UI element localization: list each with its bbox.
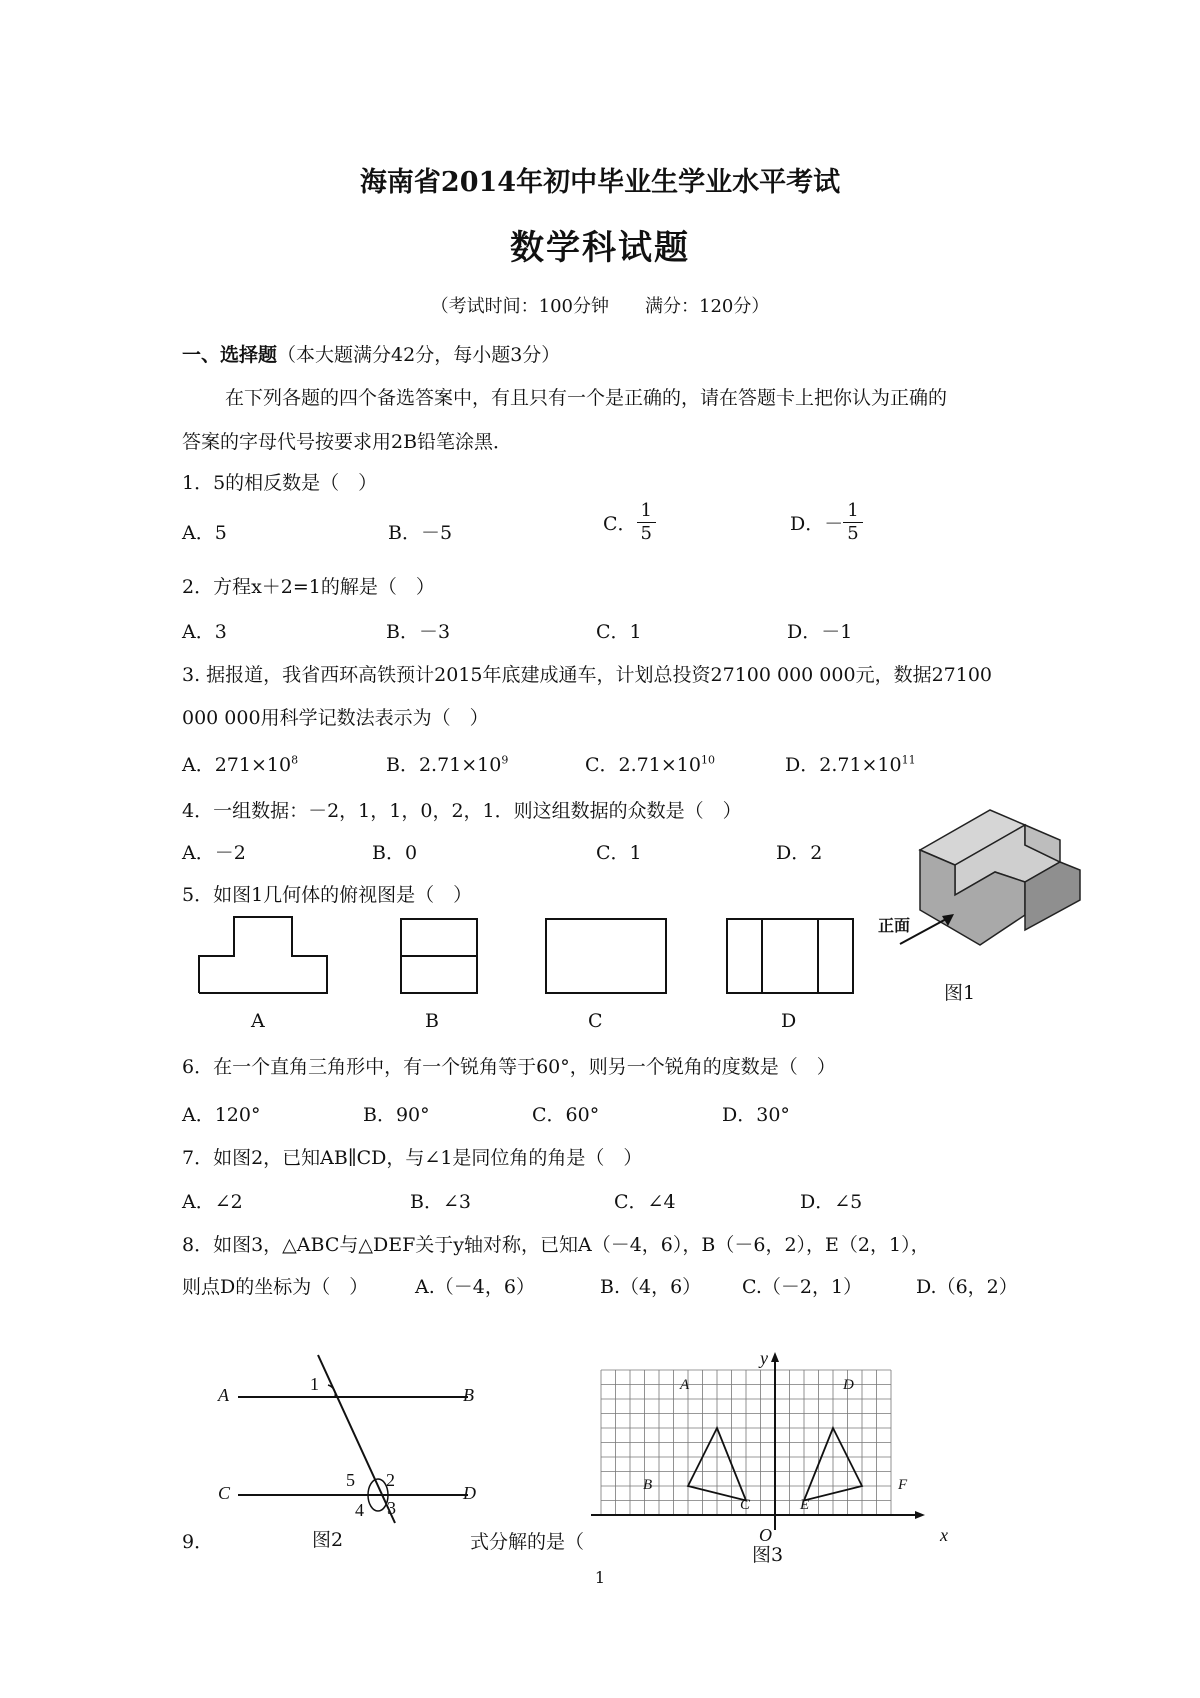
fig2-angle-2: 2 — [386, 1470, 395, 1490]
q8-option-c: C.（－2，1） — [742, 1276, 863, 1298]
q1-d-prefix: D．－ — [790, 513, 844, 535]
q2-option-b: B．－3 — [386, 621, 451, 643]
q1-option-d — [790, 500, 863, 545]
page-number: 1 — [594, 1568, 606, 1587]
q3-option-b — [386, 750, 508, 777]
q1-stem: 1．5的相反数是（ ） — [182, 472, 378, 494]
fig2-label-a: A — [218, 1385, 229, 1405]
q4-option-a: A．－2 — [182, 842, 246, 864]
q7-option-c: C．∠4 — [614, 1191, 676, 1213]
fig3-drawing — [600, 1345, 960, 1545]
q2-option-d: D．－1 — [787, 621, 853, 643]
q5-label-a: A — [251, 1010, 265, 1032]
q3-option-c — [585, 750, 715, 777]
instruction-line-2: 答案的字母代号按要求用2B铅笔涂黑． — [182, 431, 513, 453]
q6-option-b: B．90° — [363, 1104, 430, 1126]
q2-option-c: C．1 — [596, 621, 642, 643]
q7-option-a: A．∠2 — [182, 1191, 243, 1213]
fig1-front-arrow — [898, 906, 958, 946]
q8-option-d: D.（6，2） — [916, 1276, 1018, 1298]
q3-option-d — [785, 750, 916, 777]
q8-line-2: 则点D的坐标为（ ） — [182, 1276, 369, 1298]
fig3-caption: 图3 — [752, 1544, 784, 1566]
q4-option-b: B．0 — [372, 842, 418, 864]
q9-suffix: 式分解的是（ — [470, 1531, 585, 1553]
q1-d-den: 5 — [847, 523, 859, 544]
q4-option-d: D．2 — [776, 842, 823, 864]
fig3-y-label: y — [760, 1348, 768, 1368]
fig3-point-c: C — [740, 1497, 751, 1513]
fig2-label-c: C — [218, 1483, 231, 1503]
q1-option-b: B．－5 — [388, 522, 453, 544]
q4-stem: 4．一组数据：－2，1，1，0，2，1．则这组数据的众数是（ ） — [182, 800, 742, 822]
q9-prefix: 9． — [182, 1531, 214, 1553]
q4-option-c: C．1 — [596, 842, 642, 864]
section-title: 一、选择题 — [182, 344, 278, 366]
q3-d-base: D．2.71×10 — [785, 754, 902, 776]
q3-line-1: 3. 据报道，我省西环高铁预计2015年底建成通车，计划总投资27100 000 000元，数据27100 — [182, 664, 993, 686]
q1-c-num: 1 — [637, 500, 656, 523]
fig3-point-d: D — [843, 1377, 854, 1393]
q7-option-b: B．∠3 — [410, 1191, 471, 1213]
fig3-point-f: F — [898, 1477, 908, 1493]
exam-time-score: （考试时间：100分钟 满分：120分） — [430, 296, 770, 317]
fig2-label-d: D — [463, 1483, 476, 1503]
q6-option-a: A．120° — [182, 1104, 261, 1126]
q3-b-exp: 9 — [501, 753, 509, 767]
section-note: （本大题满分42分，每小题3分） — [277, 344, 561, 366]
subject-title: 数学科试题 — [510, 228, 690, 268]
q8-option-a: A.（－4，6） — [415, 1276, 535, 1298]
q6-option-c: C．60° — [532, 1104, 600, 1126]
q1-c-fraction — [637, 500, 656, 545]
q3-b-base: B．2.71×10 — [386, 754, 502, 776]
exam-title: 海南省2014年初中毕业生学业水平考试 — [359, 167, 841, 198]
q8-option-b: B.（4，6） — [600, 1276, 702, 1298]
q7-option-d: D．∠5 — [800, 1191, 863, 1213]
fig3-point-b: B — [643, 1477, 653, 1493]
q5-label-c: C — [588, 1010, 603, 1032]
q5-shape-d — [726, 918, 854, 994]
q5-label-b: B — [425, 1010, 439, 1032]
fig2-caption: 图2 — [312, 1529, 344, 1551]
q6-option-d: D．30° — [722, 1104, 790, 1126]
q2-stem: 2．方程x＋2=1的解是（ ） — [182, 576, 435, 598]
q1-option-a: A．5 — [182, 522, 227, 544]
q1-c-prefix: C． — [603, 513, 637, 535]
fig3-point-e: E — [800, 1497, 810, 1513]
fig1-front-label: 正面 — [878, 916, 911, 935]
fig2-angle-1: 1 — [310, 1374, 319, 1394]
q7-stem: 7．如图2，已知AB∥CD，与∠1是同位角的角是（ ） — [182, 1147, 643, 1169]
q5-stem: 5．如图1几何体的俯视图是（ ） — [182, 884, 473, 906]
fig2-angle-3: 3 — [387, 1498, 396, 1518]
q8-line-1: 8．如图3，△ABC与△DEF关于y轴对称，已知A（－4，6），B（－6，2），E（2，1）， — [182, 1234, 930, 1256]
q5-shape-c — [545, 918, 667, 994]
q5-shape-b — [400, 918, 478, 994]
fig2-angle-4: 4 — [355, 1500, 364, 1520]
q2-option-a: A．3 — [182, 621, 227, 643]
fig1-caption: 图1 — [944, 982, 976, 1004]
q3-c-exp: 10 — [700, 753, 715, 767]
q3-c-base: C．2.71×10 — [585, 754, 701, 776]
fig3-point-a: A — [680, 1377, 690, 1393]
q3-d-exp: 11 — [901, 753, 916, 767]
q3-a-base: A．271×10 — [182, 754, 292, 776]
q5-label-d: D — [781, 1010, 797, 1032]
fig3-x-label: x — [940, 1525, 948, 1545]
q1-d-fraction — [843, 500, 862, 545]
q3-line-2: 000 000用科学记数法表示为（ ） — [182, 707, 489, 729]
fig2-angle-5: 5 — [346, 1470, 355, 1490]
instruction-line-1: 在下列各题的四个备选答案中，有且只有一个是正确的，请在答题卡上把你认为正确的 — [225, 387, 948, 409]
q1-d-num: 1 — [843, 500, 862, 523]
q3-option-a — [182, 750, 298, 777]
fig2-drawing — [210, 1345, 490, 1525]
q1-c-den: 5 — [640, 523, 652, 544]
fig3-origin-label: O — [759, 1525, 772, 1545]
fig2-label-b: B — [463, 1385, 474, 1405]
q1-option-c — [603, 500, 656, 545]
section-heading — [182, 340, 560, 367]
q6-stem: 6．在一个直角三角形中，有一个锐角等于60°，则另一个锐角的度数是（ ） — [182, 1056, 836, 1078]
q5-shape-a — [198, 916, 328, 994]
q3-a-exp: 8 — [291, 753, 299, 767]
